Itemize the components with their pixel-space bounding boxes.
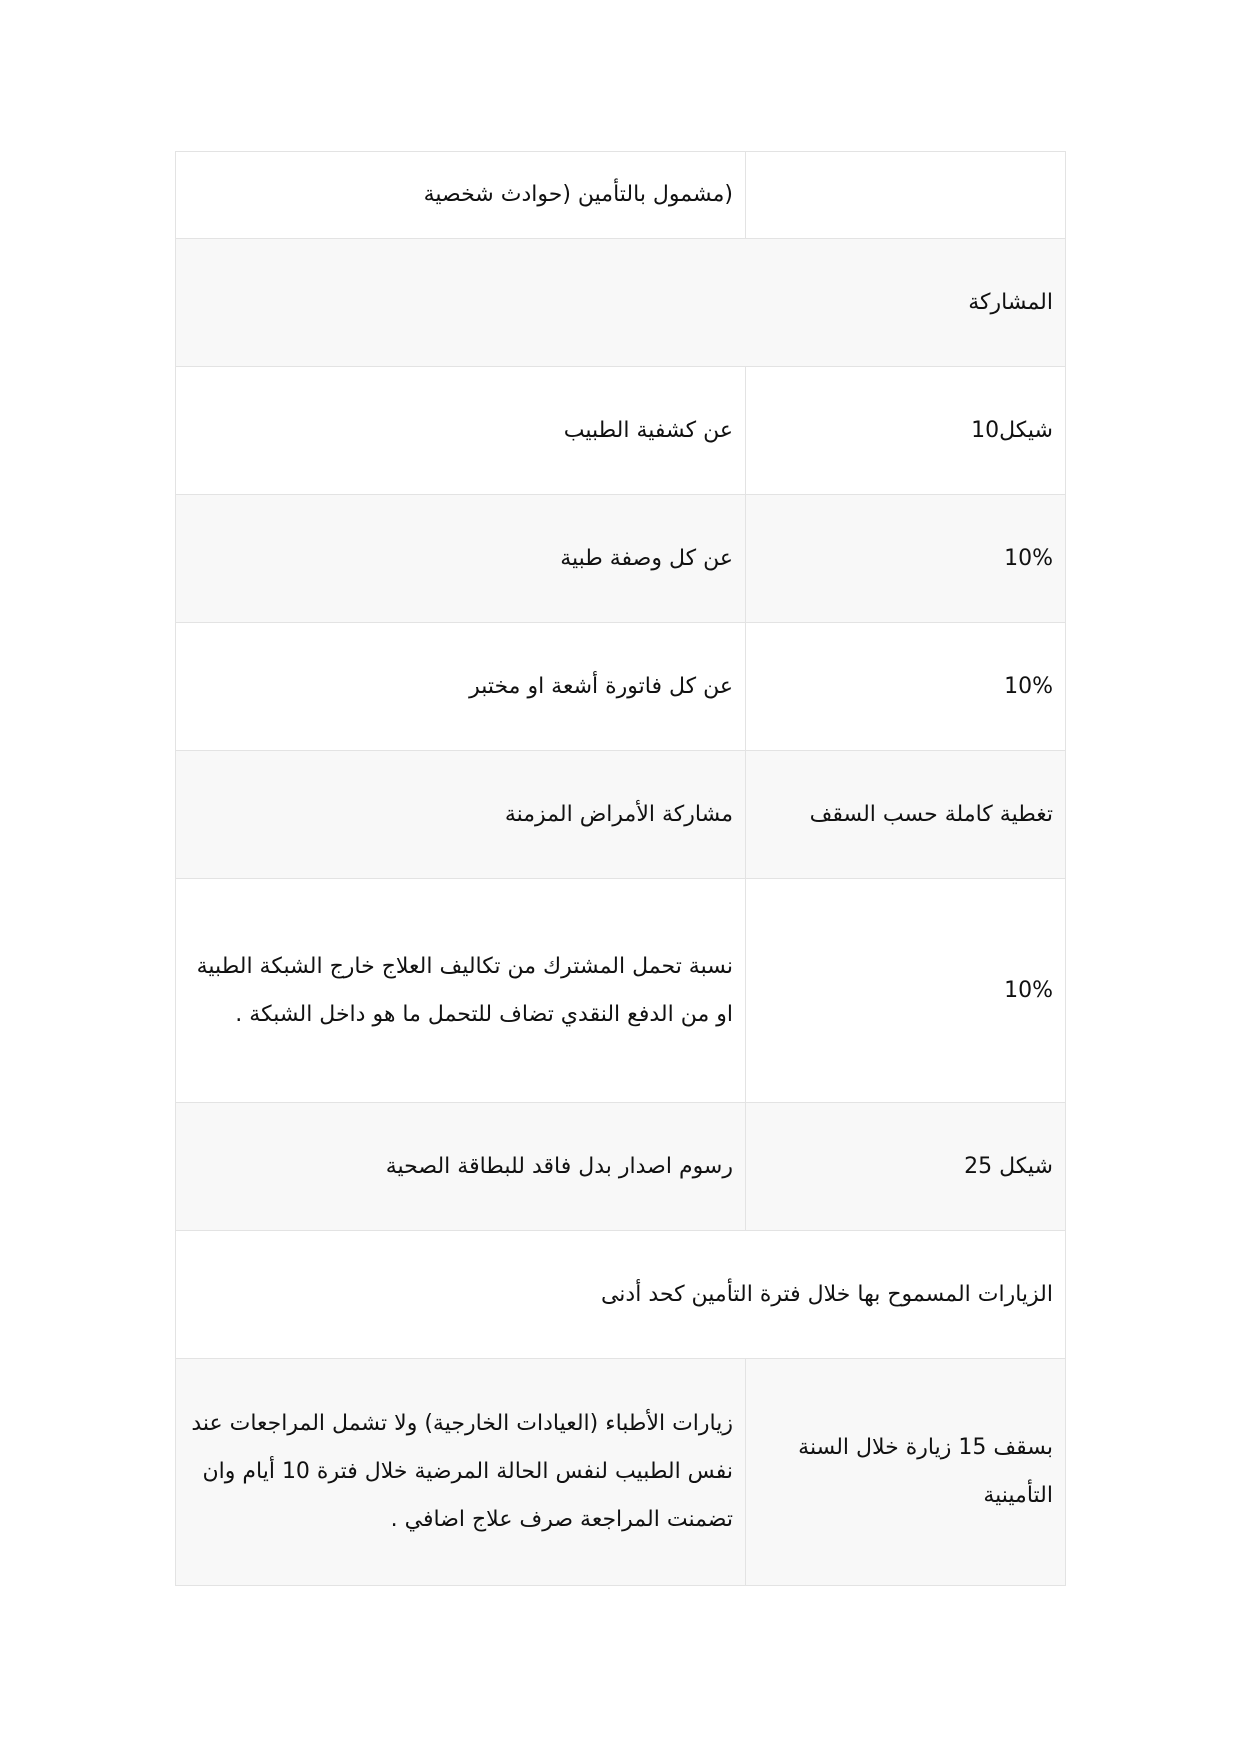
table-cell: شيكل 25	[745, 1103, 1065, 1230]
table-cell: زيارات الأطباء (العيادات الخارجية) ولا تشمل المراجعات عند نفس الطبيب لنفس الحالة المرضية خلال فترة 10 أيام وان تضمنت المراجعة صرف علاج اضافي .	[191, 1411, 733, 1532]
table-row-header	[176, 238, 1065, 366]
table-row	[176, 878, 1065, 1102]
table-row	[176, 494, 1065, 622]
table-cell: عن كل وصفة طبية	[560, 545, 733, 571]
table-row	[176, 1358, 1065, 1585]
table-cell: عن كشفية الطبيب	[563, 417, 733, 443]
section-heading: الزيارات المسموح بها خلال فترة التأمين كحد أدنى	[600, 1281, 1053, 1307]
table-cell: نسبة تحمل المشترك من تكاليف العلاج خارج الشبكة الطبية او من الدفع النقدي تضاف للتحمل ما هو داخل الشبكة .	[196, 953, 733, 1027]
table-row	[176, 366, 1065, 494]
table-cell: شيكل10	[745, 367, 1065, 494]
table-row	[176, 750, 1065, 878]
table-cell: 10%	[745, 623, 1065, 750]
section-heading: المشاركة	[968, 289, 1053, 315]
table-cell: 10%	[745, 879, 1065, 1102]
coverage-table	[175, 151, 1066, 1586]
table-cell: (مشمول بالتأمين (حوادث شخصية	[423, 182, 733, 207]
table-cell: رسوم اصدار بدل فاقد للبطاقة الصحية	[385, 1153, 733, 1179]
table-row-header	[176, 1230, 1065, 1358]
table-cell: عن كل فاتورة أشعة او مختبر	[469, 673, 733, 699]
table-row	[176, 1102, 1065, 1230]
table-row	[176, 152, 1065, 238]
table-row	[176, 622, 1065, 750]
table-cell: تغطية كاملة حسب السقف	[745, 751, 1065, 878]
table-cell: مشاركة الأمراض المزمنة	[504, 801, 733, 827]
table-cell: بسقف 15 زيارة خلال السنة التأمينية	[745, 1359, 1065, 1585]
table-cell	[745, 152, 1065, 238]
table-cell: 10%	[745, 495, 1065, 622]
